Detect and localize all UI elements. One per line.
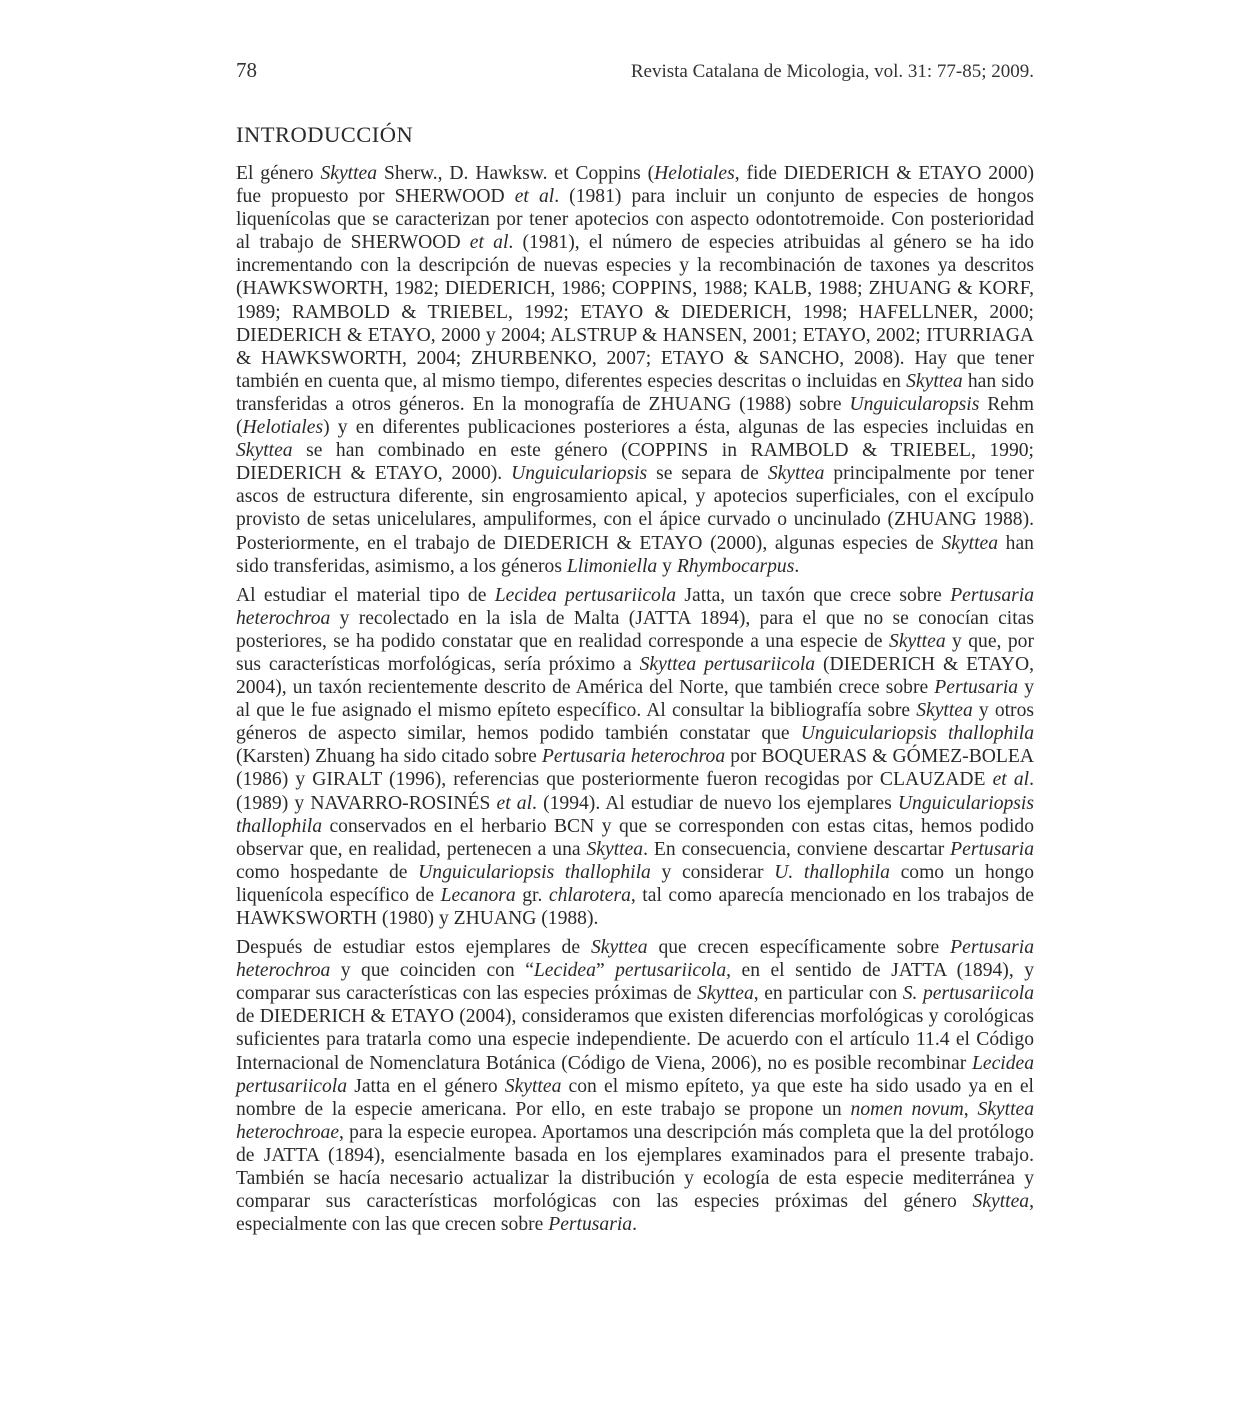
text-run: . (1981), el número de especies atribuidas al género se ha ido incrementando con la descripción de nuevas especies y la recombinación de taxones ya descritos (HAWKSWORTH, 1982; DIEDERICH, 1986; COPPINS, 1988; KALB, 1988; ZHUANG & KORF, 1989; RAMBOLD & TRIEBEL, 1992; ETAYO & DIEDERICH, 1998; HAFELLNER, 2000; DIEDERICH & ETAYO, 2000 y 2004; ALSTRUP & HANSEN, 2001; ETAYO, 2002; ITURRIAGA & HAWKSWORTH, 2004; ZHURBENKO, 2007; ETAYO & SANCHO, 2008). Hay que tener también en cuenta que, al mismo tiempo, diferentes especies descritas o incluidas en [236, 232, 1035, 392]
text-run: ” [595, 960, 616, 982]
italic-text: Unguiculariopsis [511, 463, 648, 485]
italic-text: Unguicularopsis [849, 393, 980, 415]
page-number: 78 [236, 58, 257, 82]
text-run: Después de estudiar estos ejemplares de [236, 937, 591, 959]
paragraph-2 [236, 584, 1034, 930]
italic-text: Skyttea [916, 700, 973, 722]
italic-text: Pertusaria heterochroa [541, 746, 726, 768]
italic-text: Unguiculariopsis thallophila [800, 723, 1034, 745]
text-run: y otros géneros de aspecto similar, hemos podido también constatar que [236, 700, 1034, 745]
italic-text: Pertusaria [934, 677, 1019, 699]
text-run: (Karsten) Zhuang ha sido citado sobre [236, 746, 542, 768]
text-run: , [963, 1098, 978, 1120]
italic-text: Unguiculariopsis thallophila [236, 792, 1034, 837]
paragraph-1 [236, 162, 1034, 578]
text-run: como hospedante de [236, 861, 419, 883]
italic-text: Skyttea [767, 463, 825, 485]
text-run: como un hongo liquenícola específico de [236, 861, 1034, 906]
text-run: que crecen específicamente sobre [647, 937, 951, 959]
italic-text: Skyttea [697, 983, 754, 1005]
italic-text: Skyttea [906, 370, 963, 392]
text-run: . (1994). Al estudiar de nuevo los ejemplares [532, 792, 898, 814]
text-run: y que, por sus características morfológicas, sería próximo a [236, 630, 1034, 675]
italic-text: Lecanora [440, 884, 516, 906]
text-run: principalmente por tener ascos de estructura diferente, sin engrosamiento apical, y apotecios superficiales, con el excípulo provisto de setas unicelulares, ampuliformes, con el ápice curvado o uncinulado (ZHUANG 1988). Posteriormente, en el trabajo de DIEDERICH & ETAYO (2000), algunas especies de [236, 463, 1035, 554]
text-run: gr. [515, 884, 549, 906]
text-run: , especialmente con las que crecen sobre [236, 1191, 1034, 1236]
text-run: , en el sentido de JATTA (1894), y comparar sus características con las especies próximas de [236, 960, 1034, 1005]
italic-text: et al [992, 769, 1030, 791]
italic-text: Skyttea [236, 440, 293, 462]
running-head [236, 58, 1034, 92]
text-run: y recolectado en la isla de Malta (JATTA 1894), para el que no se conocían citas posteriores, se ha podido constatar que en realidad corresponde a una especie de [236, 607, 1034, 652]
italic-text: et al [514, 186, 555, 208]
italic-text: Skyttea heterochroae [236, 1098, 1035, 1143]
page [236, 58, 1034, 1242]
italic-text: pertusariicola [615, 960, 727, 982]
italic-text: Pertusaria [950, 838, 1034, 860]
italic-text: Lecidea pertusariicola [236, 1052, 1034, 1097]
italic-text: Skyttea [320, 163, 378, 184]
text-run: por BOQUERAS & GÓMEZ-BOLEA (1986) y GIRALT (1996), referencias que posteriormente fueron recogidas por CLAUZADE [236, 746, 1035, 791]
italic-text: Skyttea [889, 630, 946, 652]
text-run: ) y en diferentes publicaciones posteriores a ésta, algunas de las especies incluidas en [323, 417, 1034, 439]
italic-text: Unguiculariopsis thallophila [418, 861, 651, 883]
italic-text: Skyttea [590, 937, 648, 959]
text-run: . [794, 555, 800, 577]
italic-text: Llimoniella [566, 555, 658, 577]
text-run: han sido transferidas a otros géneros. En la monografía de ZHUANG (1988) sobre [236, 370, 1035, 415]
italic-text: et al [469, 232, 509, 254]
text-run: El género [236, 163, 321, 184]
italic-text: Skyttea [941, 532, 999, 554]
text-run: y [657, 555, 677, 577]
text-run: , fide DIEDERICH & ETAYO 2000) fue propuesto por SHERWOOD [236, 163, 1034, 208]
text-run: . [632, 1214, 637, 1236]
section-title: INTRODUCCIÓN [236, 122, 414, 147]
text-run: y considerar [650, 861, 775, 883]
italic-text: et al [496, 792, 533, 814]
text-run: (DIEDERICH & ETAYO, 2004), un taxón recientemente descrito de América del Norte, que también crece sobre [236, 653, 1034, 699]
italic-text: Rhymbocarpus [676, 555, 795, 577]
text-run: , tal como aparecía mencionado en los trabajos de HAWKSWORTH (1980) y ZHUANG (1988). [236, 884, 1034, 929]
text-run: se separa de [647, 463, 768, 485]
text-run: . (1989) y NAVARRO-ROSINÉS [236, 769, 1034, 814]
italic-text: Skyttea [586, 838, 644, 860]
text-run: y que coinciden con “ [330, 960, 534, 982]
text-run: conservados en el herbario BCN y que se corresponden con estas citas, hemos podido observar que, en realidad, pertenecen a una [236, 815, 1034, 860]
italic-text: Pertusaria heterochroa [236, 584, 1035, 629]
italic-text: Pertusaria heterochroa [236, 937, 1034, 982]
text-run: Rehm ( [236, 393, 1035, 439]
italic-text: nomen novum [850, 1098, 964, 1120]
text-run: se han combinado en este género (COPPINS in RAMBOLD & TRIEBEL, 1990; DIEDERICH & ETAYO, 2000). [236, 440, 1034, 485]
italic-text: Skyttea [504, 1075, 562, 1097]
italic-text: Lecidea [533, 960, 596, 982]
text-run: con el mismo epíteto, ya que este ha sido usado ya en el nombre de la especie americana. Por ello, en este trabajo se propone un [236, 1075, 1034, 1120]
text-run: Sherw., D. Hawksw. et Coppins ( [377, 163, 655, 184]
journal-citation: Revista Catalana de Micologia, vol. 31: 77-85; 2009. [630, 61, 1034, 82]
text-run: de DIEDERICH & ETAYO (2004), consideramos que existen diferencias morfológicas y corológicas suficientes para tratarla como una especie independiente. De acuerdo con el artículo 11.4 el Código Internacional de Nomenclatura Botánica (Código de Viena, 2006), no es posible recombinar [236, 1006, 1034, 1074]
text-run: y al que le fue asignado el mismo epíteto específico. Al consultar la bibliografía sobre [236, 677, 1034, 722]
text-run: , en particular con [753, 983, 903, 1005]
text-run: Jatta, un taxón que crece sobre [676, 584, 951, 606]
text-run: . (1981) para incluir un conjunto de especies de hongos liquenícolas que se caracterizan por tener apotecios con aspecto odontotremoide. Con posterioridad al trabajo de SHERWOOD [236, 186, 1035, 254]
paragraph-3 [236, 936, 1034, 1236]
italic-text: U. thallophila [774, 861, 890, 883]
italic-text: Skyttea pertusariicola [639, 653, 816, 675]
text-run: han sido transferidas, asimismo, a los géneros [236, 532, 1034, 577]
italic-text: Pertusaria [548, 1214, 633, 1236]
italic-text: Helotiales [242, 417, 324, 439]
text-run: Jatta en el género [347, 1075, 505, 1097]
italic-text: Lecidea pertusariicola [494, 584, 677, 606]
text-run: . En consecuencia, conviene descartar [643, 838, 951, 860]
text-run: Al estudiar el material tipo de [236, 584, 495, 606]
italic-text: S. pertusariicola [902, 983, 1034, 1005]
italic-text: chlarotera [548, 884, 631, 906]
text-run: , para la especie europea. Aportamos una descripción más completa que la del protólogo de JATTA (1894), esencialmente basada en los ejemplares examinados para el presente trabajo. También se hacía necesario actualizar la distribución y ecología de esta especie mediterránea y comparar sus características morfológicas con las especies próximas del género [236, 1121, 1034, 1213]
italic-text: Helotiales [654, 163, 735, 184]
italic-text: Skyttea [972, 1191, 1030, 1213]
